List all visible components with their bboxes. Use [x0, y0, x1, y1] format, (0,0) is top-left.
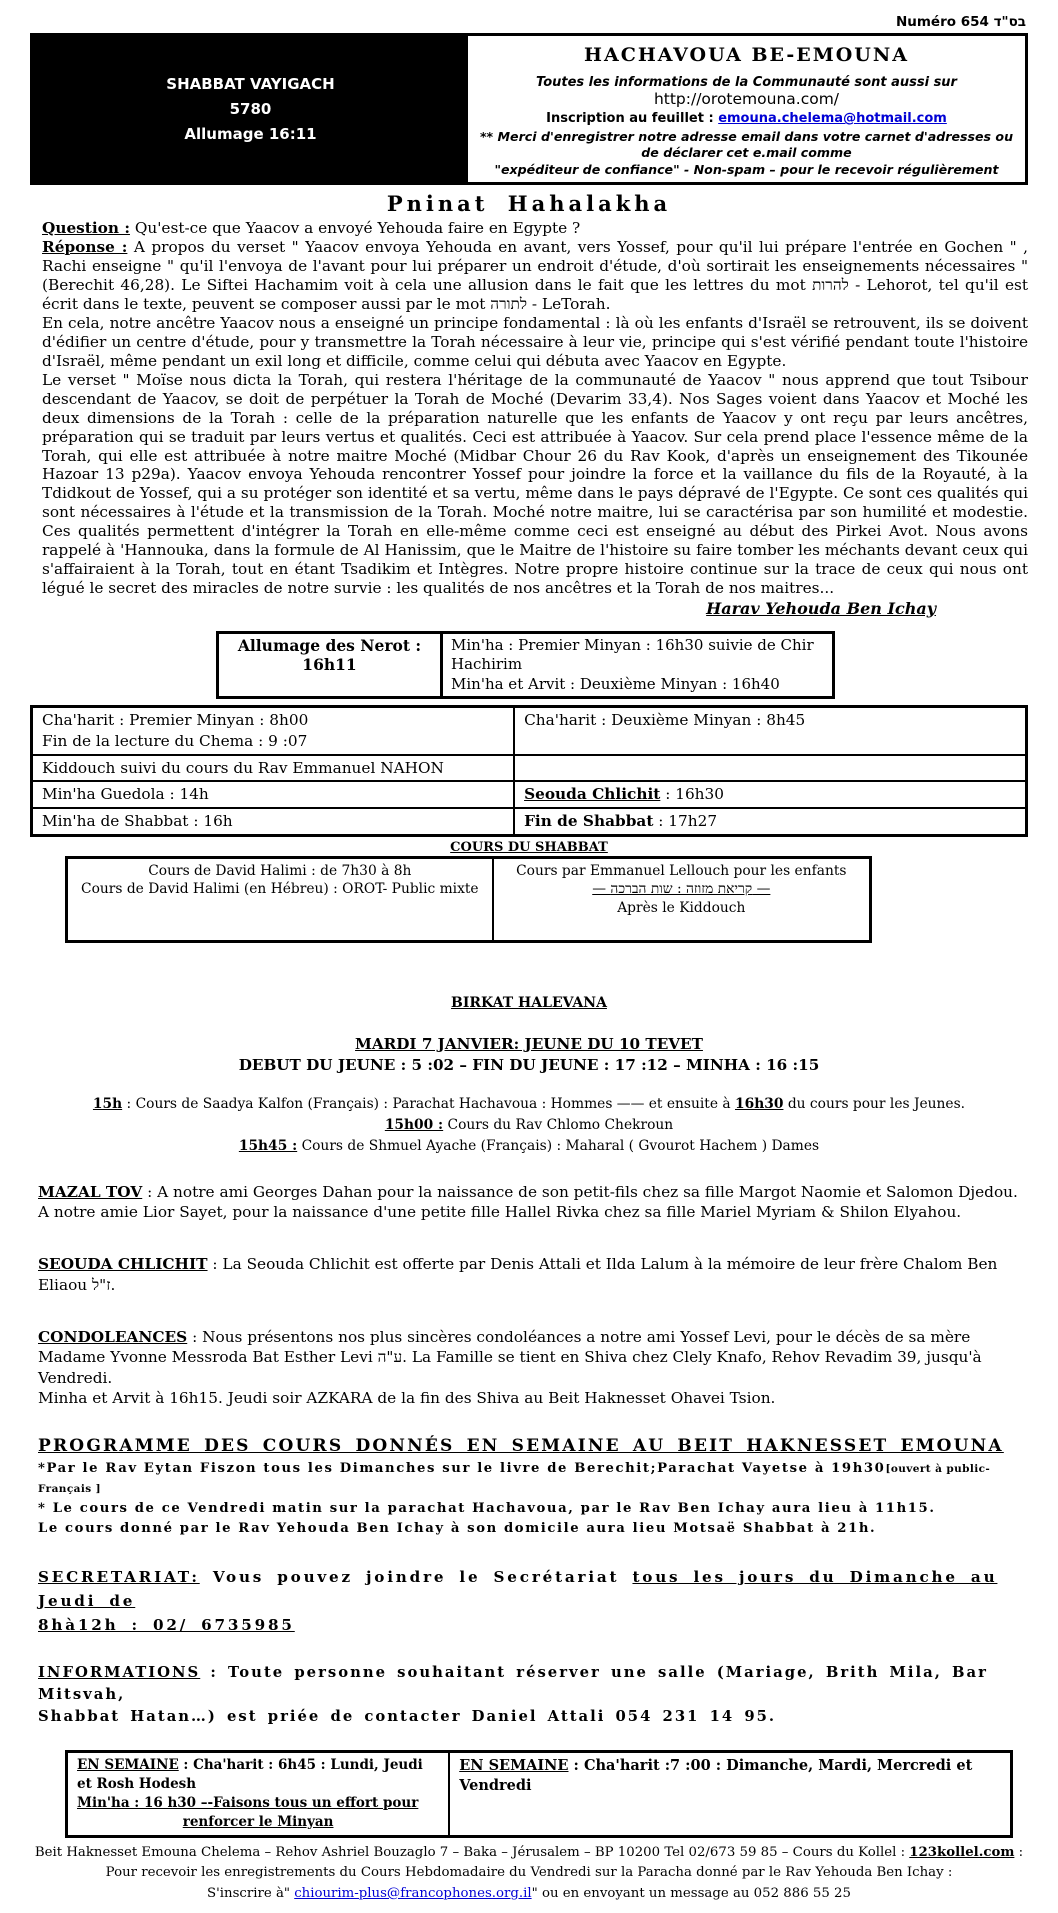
time-15h00: 15h00 : [384, 1116, 444, 1133]
email-link[interactable]: emouna.chelema@hotmail.com [718, 111, 947, 126]
informations-label: INFORMATIONS [38, 1663, 201, 1681]
cours-lellouch-enfants: Cours par Emmanuel Lellouch pour les enfants [516, 862, 847, 879]
halakha-article [42, 219, 1028, 619]
programme-line1-text: *Par le Rav Eytan Fiszon tous les Dimanches sur le livre de Berechit;Parachat Vayetse à 19h30 [38, 1461, 886, 1477]
cours-semaine-horaires [30, 1094, 1028, 1158]
seouda-chlichit-time: : 16h30 [660, 785, 725, 804]
mazal-tov-line2: A notre amie Lior Sayet, pour la naissance d'une petite fille Hallel Rivka chez sa fille Mariel Myriam & Shilon Elyahou. [38, 1203, 962, 1222]
article-title: Pninat Hahalakha [386, 191, 672, 217]
cours-shabbat-table [65, 856, 872, 943]
table-row [32, 707, 1027, 755]
cours-15h-text: : Cours de Saadya Kalfon (Français) : Parachat Hachavoua : Hommes —— et ensuite à [122, 1095, 735, 1112]
article-signature: Harav Yehouda Ben Ichay [706, 599, 936, 619]
shabbat-year: 5780 [229, 100, 272, 119]
cours-halimi-hebreu: Cours de David Halimi (en Hébreu) : OROT- Public mixte [81, 881, 479, 898]
en-semaine-right-cell [449, 1752, 1011, 1837]
cours-lellouch-apres-kiddouch: Après le Kiddouch [617, 899, 746, 916]
minha-shabbat-cell: Min'ha de Shabbat : 16h [32, 808, 515, 835]
bsd-hebrew: בס"ד [993, 14, 1026, 30]
footer-line3 [30, 1884, 1028, 1905]
cours-halimi-cell [67, 857, 493, 941]
inscription-line [474, 111, 1019, 126]
footer-address: Beit Haknesset Emouna Chelema – Rehov Ashriel Bouzaglo 7 – Baka – Jérusalem – BP 10200 Tel 02/673 59 85 – Cours du Kollel : [34, 1844, 910, 1860]
en-semaine-right-text: : Cha'harit :7 :00 : Dimanche, Mardi, Mercredi et Vendredi [459, 1757, 973, 1795]
condoleances-text1: : Nous présentons nos plus sincères condoléances a notre ami Yossef Levi, pour le décès de sa mère [187, 1328, 971, 1347]
time-15h: 15h [92, 1095, 123, 1112]
article-paragraph-2: En cela, notre ancêtre Yaacov nous a enseigné un principe fondamental : là où les enfants d'Israël se retrouvent, ils se doivent d'édifier un centre d'étude, pour y transmettre la Torah nécessaire à leur vie, principe qui s'est vérifié pendant toute l'histoire d'Israël, même pendant un exil long et difficile, comme celui qui débuta avec Yaacov en Egypte. [42, 313, 1028, 370]
fin-shabbat-label: Fin de Shabbat [524, 812, 654, 831]
table-row [67, 1752, 1012, 1837]
footer [30, 1843, 1028, 1905]
mazal-tov-label: MAZAL TOV [38, 1182, 143, 1201]
secretariat-text: Vous pouvez joindre le Secrétariat [199, 1567, 633, 1586]
en-semaine-minha-line2: renforcer le Minyan [182, 1813, 334, 1830]
condoleances-line1 [38, 1327, 1028, 1347]
programme-section [30, 1436, 1028, 1538]
footer-line1-end: : [1014, 1844, 1024, 1860]
fin-lecture-chema: Fin de la lecture du Chema : 9 :07 [42, 732, 308, 751]
secretariat-phone: 8hà12h : 02/ 6735985 [38, 1616, 295, 1635]
reponse-paragraph [42, 238, 1028, 314]
en-semaine-table [65, 1750, 1013, 1838]
shabbat-info-panel [33, 36, 468, 182]
programme-line1 [38, 1459, 1028, 1499]
seouda-text: : La Seouda Chlichit est offerte par Denis Attali et Ilda Lalum à la mémoire de leur frère Chalom Ben Eliaou ז"ל. [38, 1255, 998, 1294]
cours-15h00-text: Cours du Rav Chlomo Chekroun [443, 1116, 674, 1133]
table-row [32, 755, 1027, 782]
article-paragraph-3: Le verset " Moïse nous dicta la Torah, qui restera l'héritage de la communauté de Yaacov " nous apprend que tout Tsibour descendant de Yaacov, se doit de perpétuer la Torah de Moché (Devarim 33,4). Nos Sages voient dans Yaacov et Moché les deux dimensions de la Torah : celle de la préparation naturelle que les enfants de Yaacov y ont reçu par leurs ancêtres, préparation qui se traduit par leurs vertus et qualités. Ceci est attribuée à Yaacov. Sur cela prend place l'essence même de la Torah, qui elle est attribuée à notre maitre Moché (Midbar Chour 26 du Rav Kook, d'après un enseignement des Tikounée Hazoar 13 p29a). Yaacov envoya Yehouda rencontrer Yossef pour joindre la force et la vaillance du fils de la Royauté, à la Tdidkout de Yossef, qui a su protéger son identité et sa vertu, même dans le pays dépravé de l'Egypte. Ce sont ces qualités qui sont nécessaires à l'étude et la transmission de la Torah. Moché notre maitre, lui se caractérisa par son humilité et modestie. Ces qualités permettent d'intégrer la Torah en elle-même comme ceci est enseigné au début des Pirkei Avot. Nous avons rappelé à 'Hannouka, dans la formule de Al Hanissim, que le Maitre de l'histoire su faire tomber les méchants devant ceux qui s'affairaient à la Torah, tout en étant Tsadikim et Intègres. Notre propre histoire continue sur la trace de ceux qui nous ont légué le secret des miracles de notre survie : les qualités de nos ancêtres et la Torah de nos maitres... [42, 370, 1028, 598]
spacer [30, 1074, 1028, 1094]
email-notice-line1: ** Merci d'enregistrer notre adresse email dans votre carnet d'adresses ou de déclarer cet e.mail comme [479, 129, 1014, 161]
mazal-tov-section [30, 1182, 1028, 1223]
cours-15h00-line [30, 1115, 1028, 1136]
condoleances-label: CONDOLEANCES [38, 1328, 188, 1347]
cours-15h-line [30, 1094, 1028, 1115]
en-semaine-left-label: EN SEMAINE [77, 1757, 179, 1774]
minha-guedola-cell: Min'ha Guedola : 14h [32, 781, 515, 808]
chaharit-premier-cell [32, 707, 515, 755]
shabbat-times-table [30, 705, 1028, 836]
question-label: Question : [42, 219, 130, 238]
condoleances-section [30, 1327, 1028, 1408]
mazal-tov-text1: : A notre ami Georges Dahan pour la naissance de son petit-fils chez sa fille Margot Naomie et Salomon Djedou. [142, 1182, 1018, 1201]
en-semaine-minha-line1: Min'ha : 16 h30 –-Faisons tous un effort pour [77, 1794, 419, 1811]
seouda-section [30, 1254, 1028, 1295]
condoleances-line3: Minha et Arvit à 16h15. Jeudi soir AZKARA de la fin des Shiva au Beit Haknesset Ohavei Tsion. [38, 1389, 776, 1408]
en-semaine-left-line1 [77, 1756, 439, 1775]
secretariat-section [30, 1565, 1028, 1638]
en-semaine-left-cell [67, 1752, 450, 1837]
chaharit-deuxieme-cell: Cha'harit : Deuxième Minyan : 8h45 [514, 707, 1026, 755]
programme-line2: * Le cours de ce Vendredi matin sur la parachat Hachavoua, par le Rav Ben Ichay aura lieu à 11h15. [38, 1501, 936, 1517]
kiddouch-cell: Kiddouch suivi du cours du Rav Emmanuel NAHON [32, 755, 515, 782]
informations-section [30, 1662, 1028, 1729]
allumage-nerot-cell: Allumage des Nerot : 16h11 [218, 632, 442, 698]
email-notice [474, 129, 1019, 178]
jeune-10-tevet-heading: MARDI 7 JANVIER: JEUNE DU 10 TEVET [355, 1034, 703, 1053]
en-semaine-left-text: : Cha'harit : 6h45 : Lundi, Jeudi [178, 1757, 423, 1774]
shabbat-name: SHABBAT VAYIGACH [166, 75, 335, 94]
secretariat-hours: tous les jours du Dimanche au Jeudi de [38, 1567, 998, 1610]
cours-halimi-horaire: Cours de David Halimi : de 7h30 à 8h [148, 862, 412, 879]
en-semaine-right-label: EN SEMAINE [459, 1757, 569, 1775]
cours-lellouch-hebrew-line: — קריאת מזוזה : שות הברכה — [592, 881, 771, 898]
chiourim-email-link[interactable]: chiourim-plus@francophones.org.il [294, 1885, 532, 1901]
footer-line2: Pour recevoir les enregistrements du Cours Hebdomadaire du Vendredi sur la Paracha donné par le Rav Yehouda Ben Ichay : [105, 1865, 953, 1881]
spacer [30, 943, 1028, 995]
table-row [32, 808, 1027, 835]
inscription-label: Inscription au feuillet : [546, 111, 719, 126]
time-15h45: 15h45 : [238, 1138, 298, 1155]
secretariat-label: SECRETARIAT: [38, 1567, 200, 1586]
footer-line1 [30, 1843, 1028, 1864]
candle-lighting-time: Allumage 16:11 [184, 125, 317, 144]
table-row [218, 632, 834, 698]
masthead [30, 33, 1028, 185]
mazal-tov-line1 [38, 1182, 1028, 1202]
spacer [30, 1011, 1028, 1035]
kollel-link[interactable]: 123kollel.com [909, 1844, 1015, 1860]
fin-shabbat-time: : 17h27 [653, 812, 718, 831]
programme-line3: Le cours donné par le Rav Yehouda Ben Ichay à son domicile aura lieu Motsaë Shabbat à 21h. [38, 1520, 877, 1536]
cours-15h45-line [30, 1136, 1028, 1157]
cours-lellouch-cell [493, 857, 871, 941]
empty-cell [514, 755, 1026, 782]
seouda-chlichit-cell [514, 781, 1026, 808]
table-row [32, 781, 1027, 808]
informations-text1: : Toute personne souhaitant réserver une salle (Mariage, Brith Mila, Bar Mitsvah, [38, 1663, 988, 1703]
question-paragraph [42, 219, 1028, 238]
jeune-times-line: DEBUT DU JEUNE : 5 :02 – FIN DU JEUNE : 17 :12 – MINHA : 16 :15 [238, 1055, 820, 1074]
community-info-line [474, 75, 1019, 108]
minha-minyan-cell [442, 632, 834, 698]
email-notice-line2: "expéditeur de confiance" - Non-spam – pour le recevoir régulièrement [494, 161, 999, 177]
reponse-label: Réponse : [42, 238, 128, 257]
en-semaine-left-line2: et Rosh Hodesh [77, 1776, 197, 1792]
minha-arvit-deuxieme-minyan: Min'ha et Arvit : Deuxième Minyan : 16h40 [451, 674, 780, 693]
newsletter-title: HACHAVOUA BE-EMOUNA [584, 44, 909, 66]
time-16h30: 16h30 [735, 1095, 784, 1112]
programme-lines [38, 1459, 1028, 1538]
community-info-text: Toutes les informations de la Communauté sont aussi sur [536, 75, 957, 90]
footer-line3-prefix: S'inscrire à" [207, 1885, 295, 1901]
seouda-label: SEOUDA CHLICHIT [38, 1255, 208, 1274]
cours-15h-suite: du cours pour les Jeunes. [783, 1095, 966, 1112]
seouda-line [38, 1254, 1028, 1295]
issue-number: Numéro 654 [895, 14, 989, 30]
chaharit-premier-minyan: Cha'harit : Premier Minyan : 8h00 [42, 711, 309, 730]
footer-line3-suffix: " ou en envoyant un message au 052 886 55 25 [531, 1885, 851, 1901]
table-row [67, 857, 871, 941]
programme-heading: PROGRAMME DES COURS DONNÉS EN SEMAINE AU BEIT HAKNESSET EMOUNA [38, 1436, 1004, 1457]
reponse-text: A propos du verset " Yaacov envoya Yehouda en avant, vers Yossef, pour qu'il lui prépare l'entrée en Gochen " , Rachi enseigne " qu'il l'envoya de l'avant pour lui préparer un endroit d'étude, d'où sortirait les enseignements nécessaires " (Berechit 46,28). Le Siftei Hachamim voit à cela une allusion dans le fait que les lettres du mot להרות - Lehorot, tel qu'il est écrit dans le texte, peuvent se composer aussi par le mot לתורה - LeTorah. [42, 238, 1029, 313]
question-text: Qu'est-ce que Yaacov a envoyé Yehouda faire en Egypte ? [129, 219, 581, 238]
informations-text2: Shabbat Hatan…) est priée de contacter Daniel Attali 054 231 14 95. [38, 1707, 777, 1725]
website-link[interactable]: http://orotemouna.com/ [653, 90, 840, 108]
fin-shabbat-cell [514, 808, 1026, 835]
nerot-minha-table [216, 631, 835, 700]
minha-premier-minyan: Min'ha : Premier Minyan : 16h30 suivie de Chir Hachirim [451, 635, 814, 674]
masthead-right [468, 36, 1025, 182]
cours-shabbat-heading: COURS DU SHABBAT [450, 839, 608, 855]
condoleances-line2: Madame Yvonne Messroda Bat Esther Levi ע"ה. La Famille se tient en Shiva chez Clely Knafo, Rehov Revadim 39, jusqu'à Vendredi. [38, 1348, 982, 1387]
cours-15h45-text: Cours de Shmuel Ayache (Français) : Maharal ( Gvourot Hachem ) Dames [297, 1138, 820, 1155]
programme-line1-note: [ouvert à public- Français ] [38, 1463, 991, 1496]
birkat-halevana-heading: BIRKAT HALEVANA [451, 994, 607, 1011]
issue-number-row [30, 14, 1028, 30]
seouda-chlichit-label: Seouda Chlichit [524, 785, 661, 804]
